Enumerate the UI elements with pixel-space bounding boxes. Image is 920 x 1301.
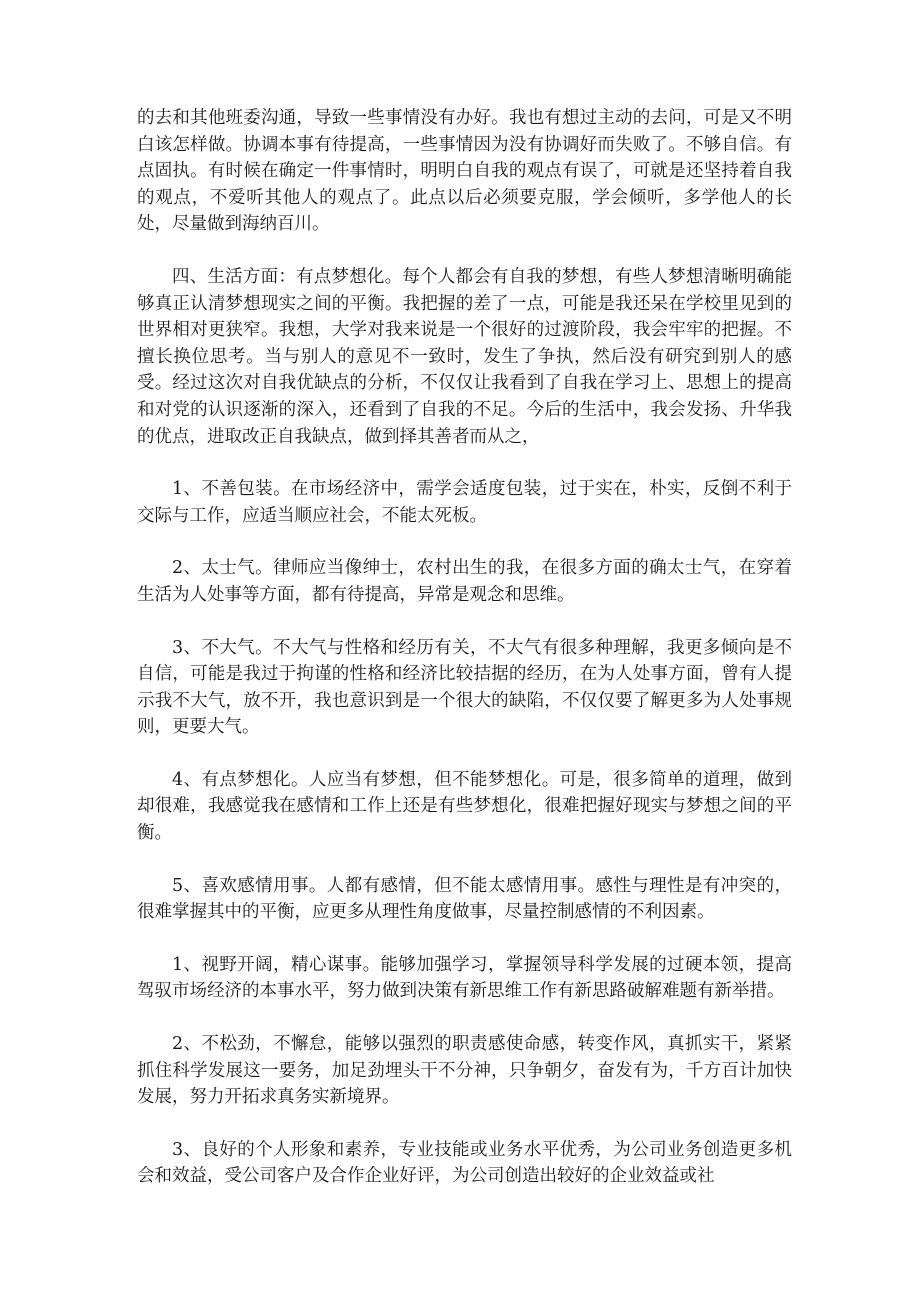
paragraph-item-not-generous: 3、不大气。不大气与性格和经历有关，不大气有很多种理解，我更多倾向是不自信，可能是我过于拘谨的性格和经济比较拮据的经历，在为人处事方面，曾有人提示我不大气，放不开，我也意识到是一个很大的缺陷，不仅仅要了解更多为人处事规则，更要大气。	[137, 637, 792, 738]
paragraph-item-idealistic: 4、有点梦想化。人应当有梦想，但不能梦想化。可是，很多简单的道理，做到却很难，我感觉我在感情和工作上还是有些梦想化，很难把握好现实与梦想之间的平衡。	[137, 769, 792, 844]
paragraph-item-rustic: 2、太士气。律师应当像绅士，农村出生的我，在很多方面的确太士气，在穿着生活为人处事等方面，都有待提高，异常是观念和思维。	[137, 558, 792, 605]
paragraph-item-packaging: 1、不善包装。在市场经济中，需学会适度包装，过于实在，朴实，反倒不利于交际与工作，应适当顺应社会，不能太死板。	[137, 479, 792, 526]
paragraph-life-aspect: 四、生活方面：有点梦想化。每个人都会有自我的梦想，有些人梦想清晰明确能够真正认清梦想现实之间的平衡。我把握的差了一点，可能是我还呆在学校里见到的世界相对更狭窄。我想，大学对我来说是一个很好的过渡阶段，我会牢牢的把握。不擅长换位思考。当与别人的意见不一致时，发生了争执，然后没有研究到别人的感受。经过这次对自我优缺点的分析，不仅仅让我看到了自我在学习上、思想上的提高和对党的认识逐渐的深入，还看到了自我的不足。今后的生活中，我会发扬、升华我的优点，进取改正自我缺点，做到择其善者而从之，	[137, 266, 792, 447]
paragraph-item-broad-vision: 1、视野开阔，精心谋事。能够加强学习，掌握领导科学发展的过硬本领，提高驾驭市场经济的本事水平，努力做到决策有新思维工作有新思路破解难题有新举措。	[137, 954, 792, 1002]
paragraph-continuation: 的去和其他班委沟通，导致一些事情没有办好。我也有想过主动的去问，可是又不明白该怎样做。协调本事有待提高，一些事情因为没有协调好而失败了。不够自信。有点固执。有时候在确定一件事情时，明明白自我的观点有误了，可就是还坚持着自我的观点，不爱听其他人的观点了。此点以后必须要克服，学会倾听，多学他人的长处，尽量做到海纳百川。	[137, 108, 792, 235]
paragraph-item-emotional: 5、喜欢感情用事。人都有感情，但不能太感情用事。感性与理性是有冲突的，很难掌握其中的平衡，应更多从理性角度做事，尽量控制感情的不利因素。	[137, 875, 792, 923]
document-body	[137, 105, 792, 1216]
paragraph-item-image: 3、良好的个人形象和素养，专业技能或业务水平优秀，为公司业务创造更多机会和效益，受公司客户及合作企业好评，为公司创造出较好的企业效益或社	[137, 1139, 792, 1187]
paragraph-item-diligence: 2、不松劲，不懈怠，能够以强烈的职责感使命感，转变作风，真抓实干，紧紧抓住科学发展这一要务，加足劲埋头干不分神，只争朝夕，奋发有为，千方百计加快发展，努力开拓求真务实新境界。	[137, 1034, 792, 1108]
